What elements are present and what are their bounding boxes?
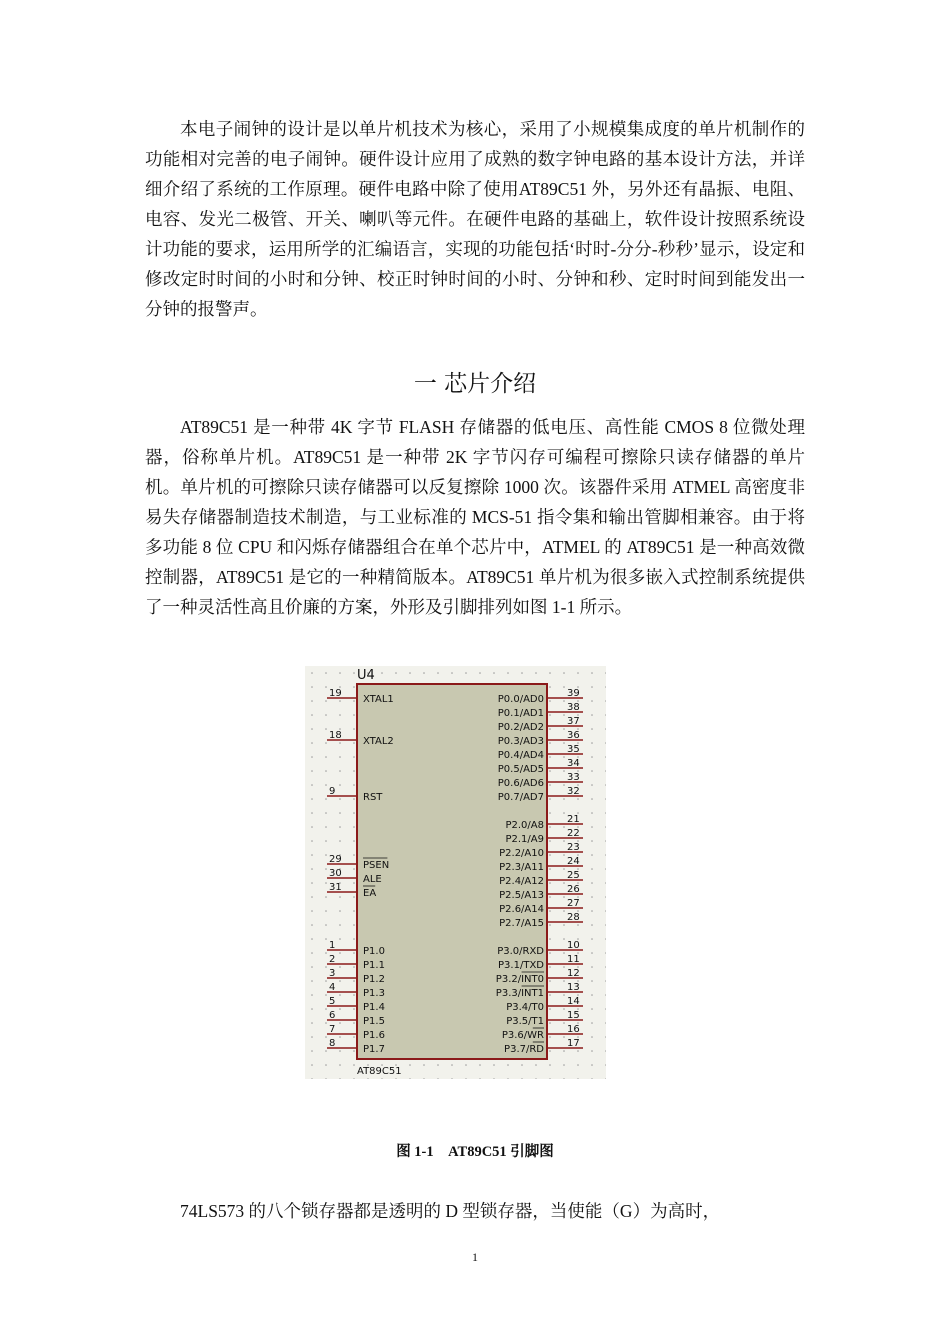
at89c51-pinout-diagram bbox=[305, 666, 606, 1079]
svg-text:4: 4 bbox=[329, 982, 336, 993]
svg-text:P1.2: P1.2 bbox=[363, 974, 385, 985]
svg-text:P0.1/AD1: P0.1/AD1 bbox=[497, 708, 544, 719]
svg-text:23: 23 bbox=[567, 842, 580, 853]
svg-text:P2.4/A12: P2.4/A12 bbox=[499, 876, 544, 887]
svg-text:P2.5/A13: P2.5/A13 bbox=[499, 890, 544, 901]
svg-text:P2.1/A9: P2.1/A9 bbox=[505, 834, 544, 845]
svg-text:6: 6 bbox=[329, 1010, 336, 1021]
svg-text:P0.3/AD3: P0.3/AD3 bbox=[497, 736, 544, 747]
svg-text:P3.3/INT1: P3.3/INT1 bbox=[495, 988, 544, 999]
svg-text:P3.6/WR: P3.6/WR bbox=[501, 1030, 544, 1041]
svg-text:P2.2/A10: P2.2/A10 bbox=[499, 848, 544, 859]
svg-text:P3.1/TXD: P3.1/TXD bbox=[498, 960, 544, 971]
section-heading: 一 芯片介绍 bbox=[413, 371, 537, 397]
svg-text:26: 26 bbox=[567, 884, 580, 895]
svg-text:31: 31 bbox=[329, 882, 342, 893]
svg-text:RST: RST bbox=[363, 792, 383, 803]
svg-text:11: 11 bbox=[567, 954, 580, 965]
svg-text:P3.4/T0: P3.4/T0 bbox=[506, 1002, 544, 1013]
svg-text:P3.0/RXD: P3.0/RXD bbox=[497, 946, 544, 957]
svg-text:3: 3 bbox=[329, 968, 336, 979]
svg-text:P0.0/AD0: P0.0/AD0 bbox=[497, 694, 544, 705]
chip-reference: U4 bbox=[357, 668, 375, 683]
svg-text:5: 5 bbox=[329, 996, 336, 1007]
svg-text:7: 7 bbox=[329, 1024, 336, 1035]
svg-text:25: 25 bbox=[567, 870, 580, 881]
svg-text:24: 24 bbox=[567, 856, 580, 867]
chip-paragraph: AT89C51 是一种带 4K 字节 FLASH 存储器的低电压、高性能 CMOS 8 位微处理器，俗称单片机。AT89C51 是一种带 2K 字节闪存可编程可擦除只读存储器的单片机。单片机的可擦除只读存储器可以反复擦除 1000 次。该器件采用 ATMEL 高密度非易失存储器制造技术制造，与工业标准的 MCS-51 指令集和输出管脚相兼容。由于将多功能 8 位 CPU 和闪烁存储器组合在单个芯片中，ATMEL 的 AT89C51 是一种高效微控制器，AT89C51 是它的一种精简版本。AT89C51 单片机为很多嵌入式控制系统提供了一种灵活性高且价廉的方案，外形及引脚排列如图 1-1 所示。 bbox=[145, 417, 805, 617]
svg-text:34: 34 bbox=[567, 758, 580, 769]
svg-text:P1.1: P1.1 bbox=[363, 960, 385, 971]
svg-text:14: 14 bbox=[567, 996, 580, 1007]
svg-text:P1.6: P1.6 bbox=[363, 1030, 385, 1041]
svg-text:10: 10 bbox=[567, 940, 580, 951]
svg-text:P0.7/AD7: P0.7/AD7 bbox=[497, 792, 544, 803]
svg-text:P3.2/INT0: P3.2/INT0 bbox=[495, 974, 544, 985]
svg-text:P3.7/RD: P3.7/RD bbox=[504, 1044, 544, 1055]
svg-text:P0.5/AD5: P0.5/AD5 bbox=[497, 764, 544, 775]
svg-text:21: 21 bbox=[567, 814, 580, 825]
svg-text:16: 16 bbox=[567, 1024, 580, 1035]
svg-text:33: 33 bbox=[567, 772, 580, 783]
svg-text:17: 17 bbox=[567, 1038, 580, 1049]
svg-text:P3.5/T1: P3.5/T1 bbox=[506, 1016, 544, 1027]
svg-text:29: 29 bbox=[329, 854, 342, 865]
svg-text:P2.6/A14: P2.6/A14 bbox=[499, 904, 544, 915]
chip-part-name: AT89C51 bbox=[357, 1066, 402, 1077]
svg-text:18: 18 bbox=[329, 730, 342, 741]
svg-text:P0.2/AD2: P0.2/AD2 bbox=[497, 722, 544, 733]
svg-text:P2.3/A11: P2.3/A11 bbox=[499, 862, 544, 873]
svg-text:P1.4: P1.4 bbox=[363, 1002, 385, 1013]
svg-text:P1.0: P1.0 bbox=[363, 946, 385, 957]
svg-text:P1.5: P1.5 bbox=[363, 1016, 385, 1027]
svg-text:8: 8 bbox=[329, 1038, 336, 1049]
page-number: 1 bbox=[472, 1250, 478, 1264]
svg-text:12: 12 bbox=[567, 968, 580, 979]
svg-text:P0.4/AD4: P0.4/AD4 bbox=[497, 750, 544, 761]
svg-text:13: 13 bbox=[567, 982, 580, 993]
latch-paragraph: 74LS573 的八个锁存器都是透明的 D 型锁存器，当使能（G）为高时， bbox=[180, 1201, 721, 1221]
svg-text:P2.0/A8: P2.0/A8 bbox=[505, 820, 544, 831]
svg-text:35: 35 bbox=[567, 744, 580, 755]
svg-text:39: 39 bbox=[567, 688, 580, 699]
intro-paragraph: 本电子闹钟的设计是以单片机技术为核心，采用了小规模集成度的单片机制作的功能相对完善的电子闹钟。硬件设计应用了成熟的数字钟电路的基本设计方法，并详细介绍了系统的工作原理。硬件电路中除了使用AT89C51 外，另外还有晶振、电阻、电容、发光二极管、开关、喇叭等元件。在硬件电路的基础上，软件设计按照系统设计功能的要求，运用所学的汇编语言，实现的功能包括‘时时-分分-秒秒’显示，设定和修改定时时间的小时和分钟、校正时钟时间的小时、分钟和秒、定时时间到能发出一分钟的报警声。 bbox=[145, 119, 805, 319]
svg-text:9: 9 bbox=[329, 786, 336, 797]
svg-text:37: 37 bbox=[567, 716, 580, 727]
svg-text:1: 1 bbox=[329, 940, 336, 951]
svg-text:36: 36 bbox=[567, 730, 580, 741]
svg-text:32: 32 bbox=[567, 786, 580, 797]
svg-text:15: 15 bbox=[567, 1010, 580, 1021]
svg-text:P2.7/A15: P2.7/A15 bbox=[499, 918, 544, 929]
figure-caption: 图 1-1 AT89C51 引脚图 bbox=[396, 1144, 554, 1160]
svg-text:P1.3: P1.3 bbox=[363, 988, 385, 999]
svg-text:30: 30 bbox=[329, 868, 342, 879]
svg-text:2: 2 bbox=[329, 954, 336, 965]
svg-text:19: 19 bbox=[329, 688, 342, 699]
svg-text:22: 22 bbox=[567, 828, 580, 839]
pinout-figure bbox=[305, 666, 606, 1079]
svg-text:XTAL2: XTAL2 bbox=[363, 736, 394, 747]
svg-text:ALE: ALE bbox=[363, 874, 382, 885]
svg-text:27: 27 bbox=[567, 898, 580, 909]
svg-text:XTAL1: XTAL1 bbox=[363, 694, 394, 705]
svg-text:P1.7: P1.7 bbox=[363, 1044, 385, 1055]
svg-text:38: 38 bbox=[567, 702, 580, 713]
svg-text:EA: EA bbox=[363, 888, 377, 899]
svg-text:28: 28 bbox=[567, 912, 580, 923]
svg-text:PSEN: PSEN bbox=[363, 860, 390, 871]
svg-text:P0.6/AD6: P0.6/AD6 bbox=[497, 778, 544, 789]
